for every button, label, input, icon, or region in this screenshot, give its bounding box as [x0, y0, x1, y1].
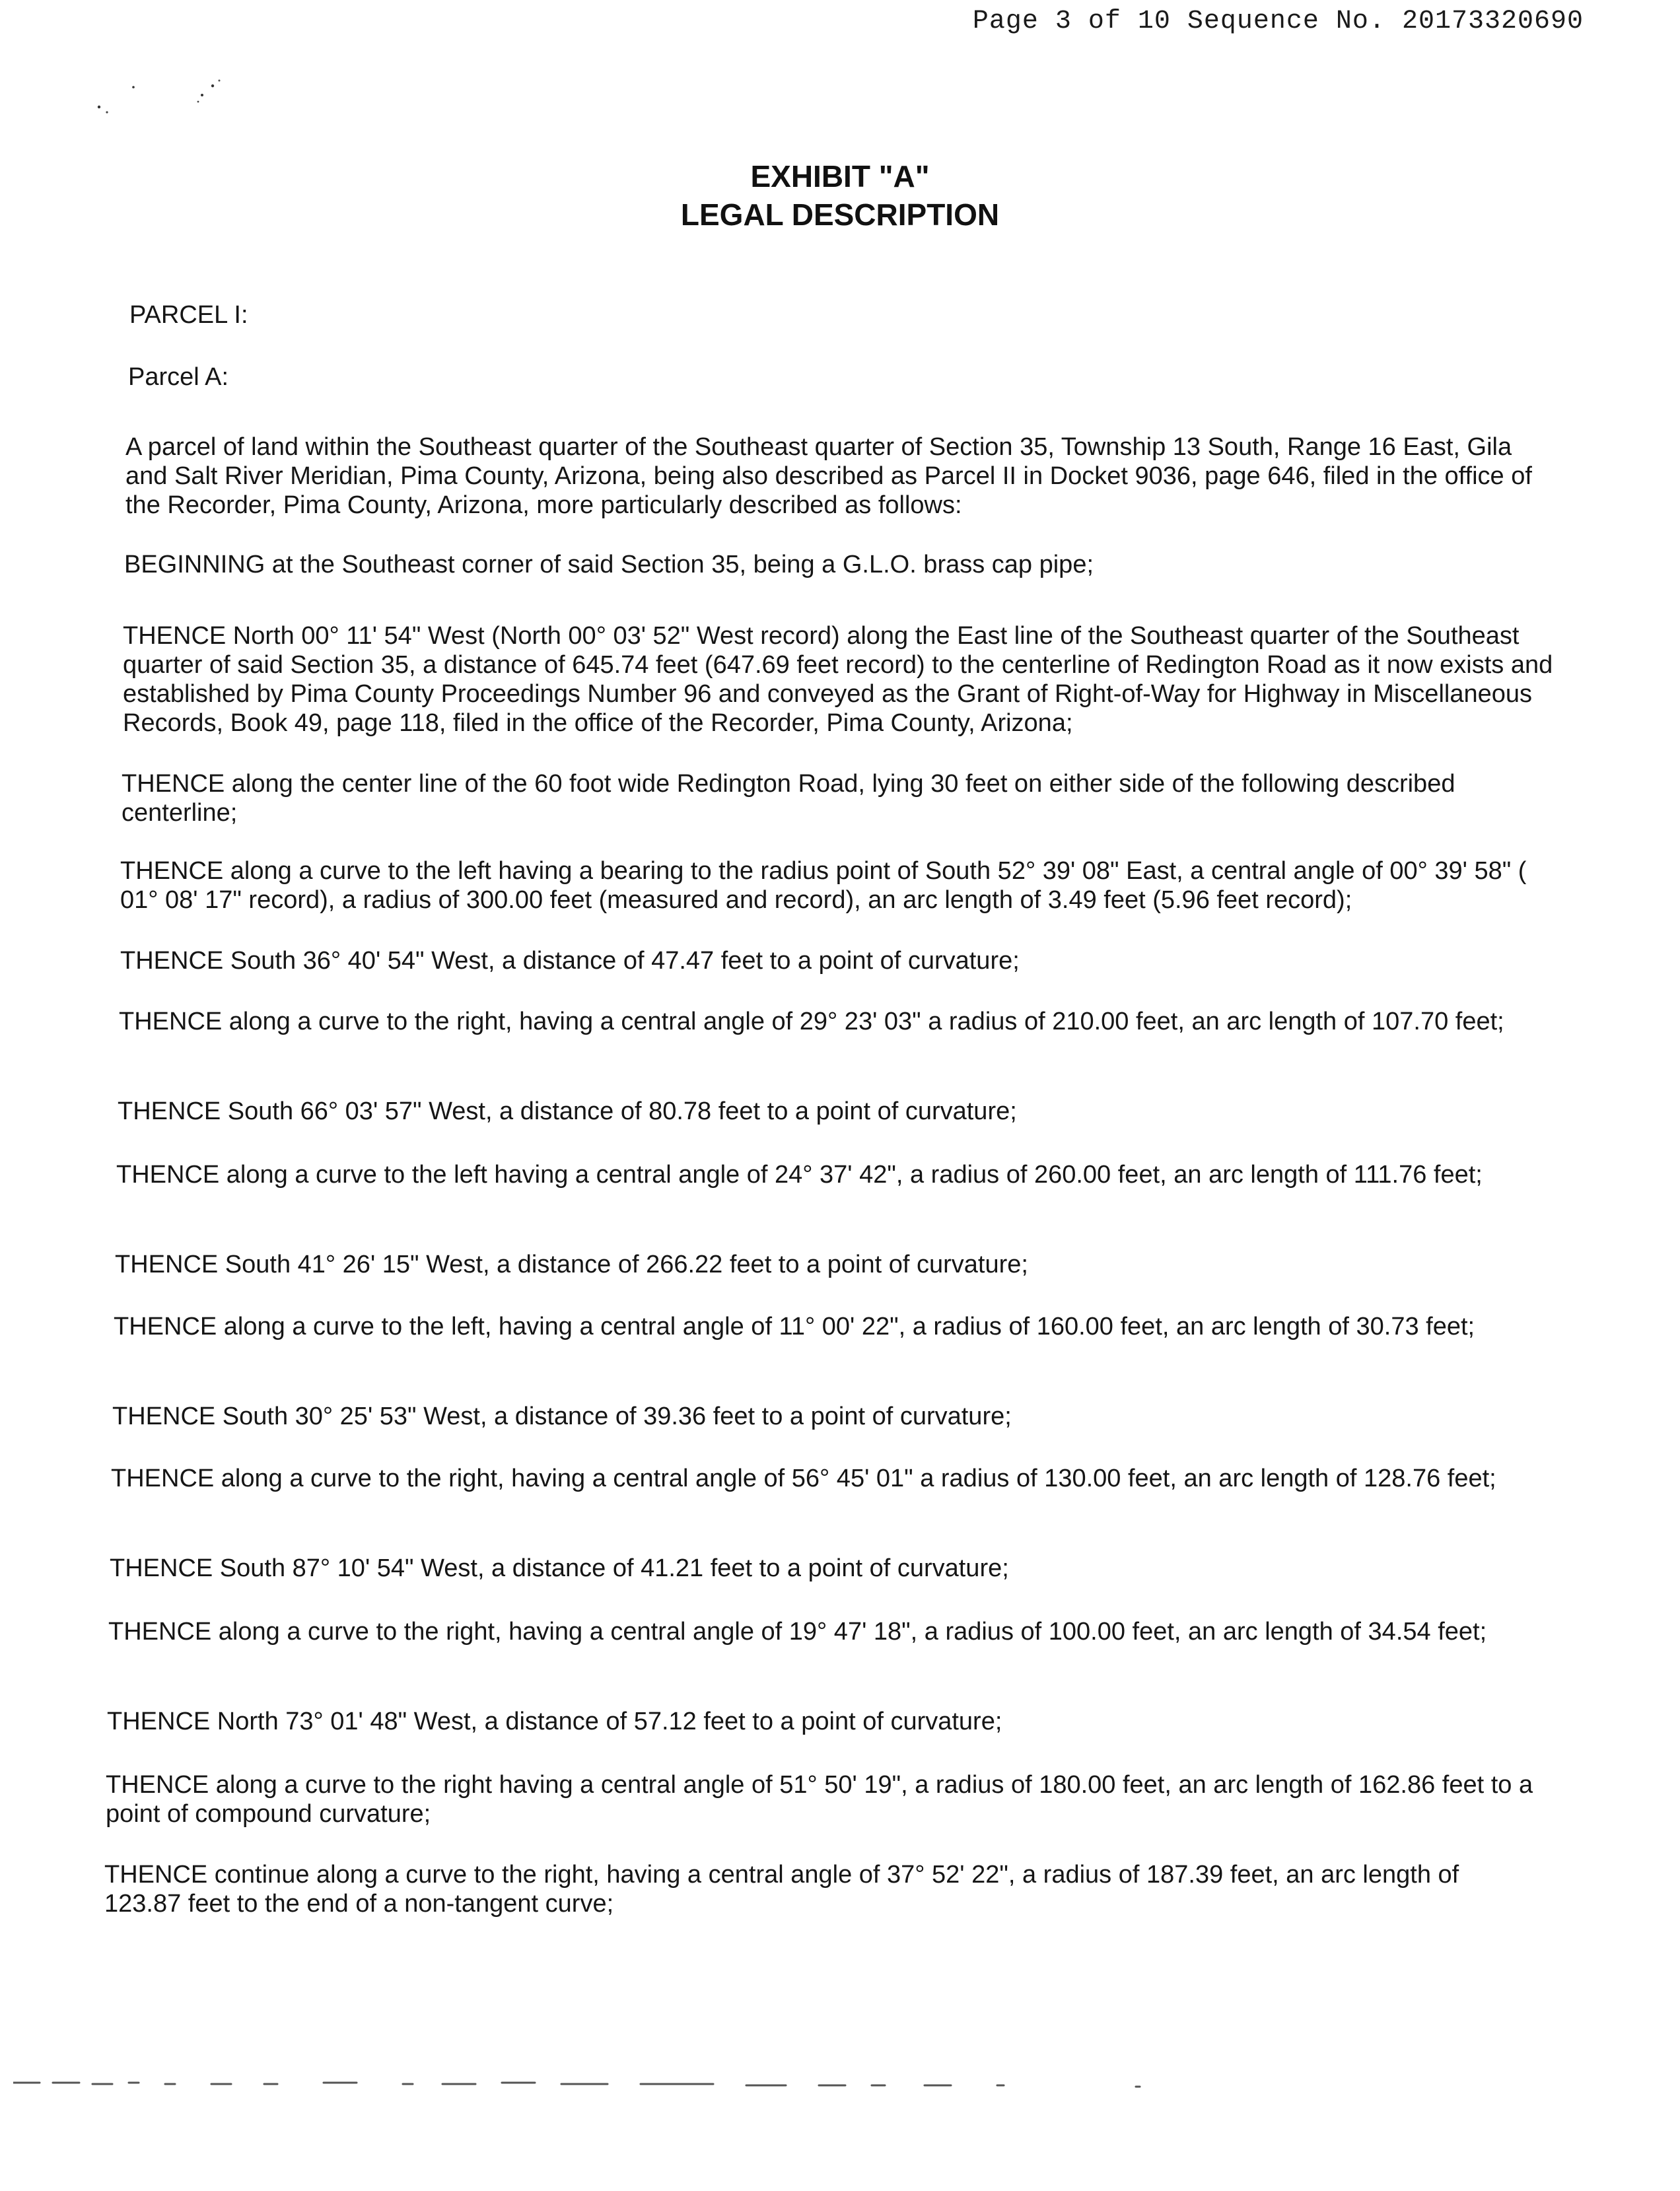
paragraph-course-9: THENCE along a curve to the left, having a central angle of 11° 00' 22", a radius of 160.00 feet, an arc length of 30.73 feet; — [114, 1313, 1475, 1340]
paragraph-course-12: THENCE South 87° 10' 54" West, a distance of 41.21 feet to a point of curvature; — [110, 1554, 1009, 1582]
paragraph-course-1: THENCE North 00° 11' 54" West (North 00° 03' 52" West record) along the East line of the Southeast quarter of the Southeast quarter of said Section 35, a distance of 645.74 feet (647.69 feet record) to the centerline of Redington Road as it now exists and established by Pima County Proceedings Number 96 and conveyed as the Grant of Right-of-Way for Highway in Miscellaneous Records, Book 49, page 118, filed in the office of the Recorder, Pima County, Arizona; — [123, 622, 1553, 737]
exhibit-title-line2: LEGAL DESCRIPTION — [680, 197, 1000, 232]
scan-footer-artifacts — [13, 2073, 1149, 2093]
exhibit-title-line1: EXHIBIT "A" — [750, 159, 930, 193]
exhibit-title — [0, 157, 1680, 234]
scan-specks — [92, 73, 238, 119]
paragraph-course-3: THENCE along a curve to the left having a bearing to the radius point of South 52° 39' 08" East, a central angle of 00° 39' 58" ( 01° 08' 17" record), a radius of 300.00 feet (measured and record), an arc length of 3.49 feet (5.96 feet record); — [120, 857, 1527, 914]
parcel-heading: PARCEL I: — [129, 301, 248, 329]
paragraph-course-11: THENCE along a curve to the right, having a central angle of 56° 45' 01" a radius of 130.00 feet, an arc length of 128.76 feet; — [111, 1465, 1496, 1492]
paragraph-course-13: THENCE along a curve to the right, having a central angle of 19° 47' 18", a radius of 100.00 feet, an arc length of 34.54 feet; — [108, 1618, 1487, 1646]
paragraph-beginning: BEGINNING at the Southeast corner of said Section 35, being a G.L.O. brass cap pipe; — [124, 551, 1094, 578]
paragraph-intro: A parcel of land within the Southeast quarter of the Southeast quarter of Section 35, Township 13 South, Range 16 East, Gila and Salt River Meridian, Pima County, Arizona, being also described as Parcel II in Docket 9036, page 646, filed in the office of the Recorder, Pima County, Arizona, more particularly described as follows: — [125, 433, 1532, 519]
paragraph-course-16: THENCE continue along a curve to the right, having a central angle of 37° 52' 22", a radius of 187.39 feet, an arc length of 123.87 feet to the end of a non-tangent curve; — [104, 1861, 1459, 1918]
paragraph-course-8: THENCE South 41° 26' 15" West, a distance of 266.22 feet to a point of curvature; — [115, 1251, 1028, 1278]
paragraph-course-14: THENCE North 73° 01' 48" West, a distance of 57.12 feet to a point of curvature; — [107, 1708, 1002, 1735]
paragraph-course-2: THENCE along the center line of the 60 foot wide Redington Road, lying 30 feet on either side of the following described centerline; — [122, 770, 1455, 827]
paragraph-course-5: THENCE along a curve to the right, having a central angle of 29° 23' 03" a radius of 210.00 feet, an arc length of 107.70 feet; — [119, 1008, 1504, 1035]
paragraph-course-4: THENCE South 36° 40' 54" West, a distance of 47.47 feet to a point of curvature; — [120, 947, 1020, 975]
paragraph-course-10: THENCE South 30° 25' 53" West, a distance of 39.36 feet to a point of curvature; — [112, 1403, 1012, 1430]
paragraph-course-6: THENCE South 66° 03' 57" West, a distance of 80.78 feet to a point of curvature; — [118, 1097, 1017, 1125]
subparcel-heading: Parcel A: — [128, 363, 229, 391]
paragraph-course-7: THENCE along a curve to the left having a central angle of 24° 37' 42", a radius of 260.00 feet, an arc length of 111.76 feet; — [116, 1161, 1483, 1189]
paragraph-course-15: THENCE along a curve to the right having a central angle of 51° 50' 19", a radius of 180.00 feet, an arc length of 162.86 feet to a point of compound curvature; — [106, 1771, 1533, 1828]
page-sequence-header: Page 3 of 10 Sequence No. 20173320690 — [972, 7, 1584, 36]
